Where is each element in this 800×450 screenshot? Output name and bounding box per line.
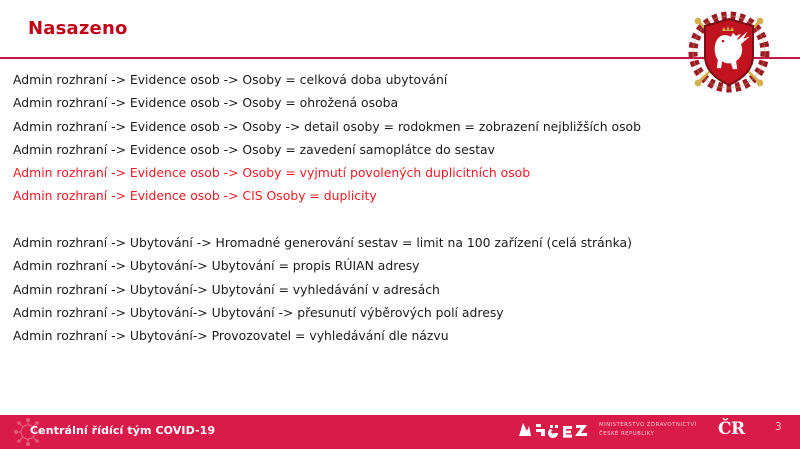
content-line: Admin rozhraní -> Ubytování-> Provozovatel = vyhledávání dle názvu [13,328,449,344]
content-list [13,68,773,348]
ministry-of-health-logo-icon [517,420,591,441]
content-line: Admin rozhraní -> Evidence osob -> Osoby = zavedení samoplátce do sestav [13,141,495,157]
title-divider [0,57,800,59]
slide-number: 3 [775,421,782,433]
page-title: Nasazeno [28,18,128,39]
cr-logo: ČR [718,419,745,439]
ministry-name-line2: ČESKÉ REPUBLIKY [599,430,655,437]
content-line: Admin rozhraní -> Ubytování-> Ubytování -> přesunutí výběrových polí adresy [13,304,504,320]
content-line: Admin rozhraní -> Evidence osob -> Osoby = celková doba ubytování [13,72,448,87]
content-line: Admin rozhraní -> Evidence osob -> Osoby -> detail osoby = rodokmen = zobrazení nejbližších osob [13,118,641,134]
content-line: Admin rozhraní -> Evidence osob -> Osoby = ohrožená osoba [13,95,399,111]
ministry-name-line1: MINISTERSTVO ZDRAVOTNICTVÍ [599,422,697,428]
content-line: Admin rozhraní -> Ubytování-> Ubytování = vyhledávání v adresách [13,281,440,297]
content-line-spacer [13,208,773,231]
footer-team-label: Centrální řídící tým COVID-19 [30,424,216,437]
content-line: Admin rozhraní -> Ubytování-> Ubytování = propis RÚIAN adresy [13,258,420,274]
ministry-name [599,421,697,438]
content-line: Admin rozhraní -> Ubytování -> Hromadné generování sestav = limit na 100 zařízení (celá stránka) [13,235,632,251]
content-line-highlighted: Admin rozhraní -> Evidence osob -> CIS Osoby = duplicity [13,188,377,204]
content-line-highlighted: Admin rozhraní -> Evidence osob -> Osoby = vyjmutí povolených duplicitních osob [13,165,531,181]
